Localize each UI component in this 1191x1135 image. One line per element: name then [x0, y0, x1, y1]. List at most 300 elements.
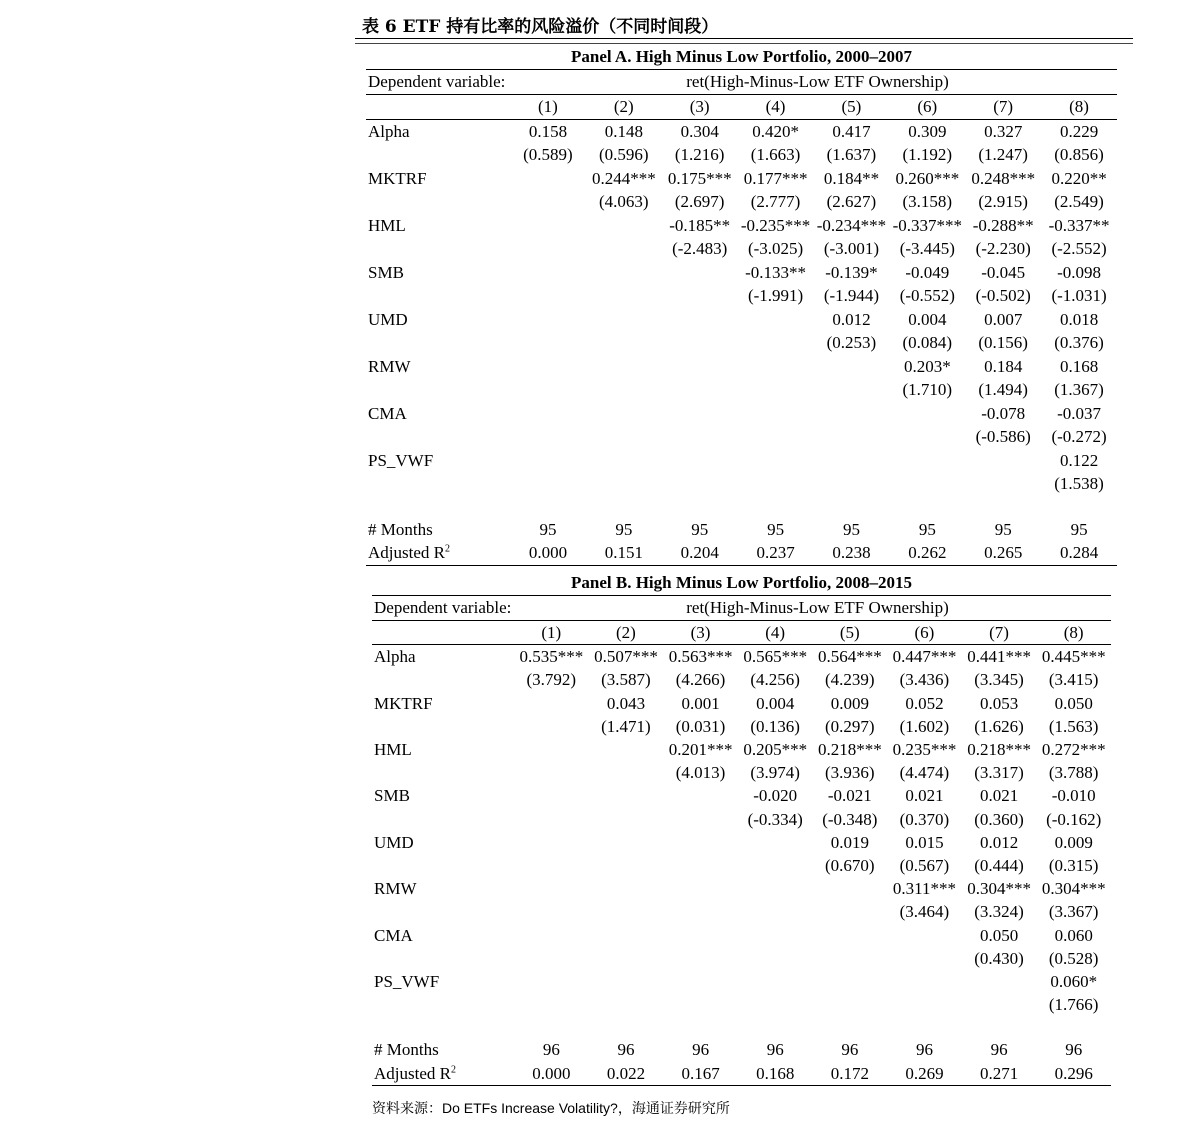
coefficient-cell: -0.078: [981, 403, 1026, 423]
regression-table: [372, 621, 1111, 1086]
coefficient-cell: [514, 877, 589, 900]
coefficient-cell: 0.060*: [1050, 972, 1098, 992]
coefficient-cell: 0.158: [528, 121, 568, 141]
dependent-variable-row: [372, 596, 1111, 621]
coefficient-row: [372, 831, 1111, 854]
coefficient-cell: [514, 738, 589, 761]
coefficient-cell: [887, 924, 962, 947]
months-cell: 96: [1065, 1040, 1083, 1060]
t-stat-cell: (1.494): [978, 380, 1028, 399]
adjusted-r2-label: [372, 1062, 514, 1086]
t-stat-cell: (-2.230): [975, 239, 1031, 258]
t-stat-cell: (1.766): [1048, 995, 1099, 1015]
t-stat-cell: [738, 993, 813, 1016]
months-cell: 96: [617, 1040, 635, 1060]
t-stat-cell: [814, 378, 890, 402]
t-stat-cell: [510, 425, 586, 449]
variable-label: PS_VWF: [374, 972, 440, 992]
coefficient-cell: -0.185**: [669, 215, 731, 235]
blank-cell: [366, 284, 510, 308]
t-stat-cell: [514, 761, 589, 784]
t-stat-cell: [663, 854, 738, 877]
t-stat-row: [372, 715, 1111, 738]
source-org: 海通证券研究所: [631, 1101, 730, 1117]
coefficient-row: [366, 119, 1117, 143]
t-stat-cell: (-0.334): [747, 809, 803, 829]
coefficient-cell: [514, 924, 589, 947]
months-label: # Months: [374, 1040, 439, 1060]
t-stat-cell: [514, 947, 589, 970]
coefficient-cell: [813, 924, 888, 947]
variable-label: RMW: [368, 356, 411, 376]
coefficient-cell: 0.021: [979, 786, 1019, 806]
coefficient-cell: 0.535***: [519, 647, 584, 667]
adjusted-r2-cell: 0.167: [663, 1062, 738, 1086]
coefficient-cell: 0.004: [756, 693, 795, 713]
adjusted-r2-row: [366, 541, 1117, 565]
months-cell: 95: [994, 519, 1012, 539]
t-stat-cell: [738, 331, 814, 355]
coefficient-cell: 0.309: [908, 121, 947, 141]
t-stat-row: [372, 668, 1111, 691]
t-stat-cell: (-3.445): [899, 239, 955, 258]
dependent-variable-value: ret(High-Minus-Low ETF Ownership): [686, 598, 949, 617]
coefficient-cell: [738, 970, 813, 993]
coefficient-cell: 0.563***: [668, 647, 733, 667]
t-stat-cell: [510, 190, 586, 214]
t-stat-cell: (3.345): [974, 670, 1024, 690]
column-header: (3): [663, 621, 738, 645]
adjusted-r2-cell: 0.265: [965, 541, 1041, 565]
coefficient-row: [366, 355, 1117, 379]
coefficient-cell: 0.007: [984, 309, 1023, 329]
coefficient-cell: [586, 308, 662, 332]
coefficient-cell: 0.060: [1054, 925, 1093, 945]
coefficient-cell: 0.218***: [817, 740, 882, 760]
t-stat-cell: [589, 900, 664, 923]
coefficient-cell: [589, 970, 664, 993]
coefficient-cell: -0.049: [905, 262, 950, 282]
t-stat-row: [372, 900, 1111, 923]
t-stat-cell: (1.563): [1048, 716, 1099, 736]
adjusted-r2-cell: 0.151: [586, 541, 662, 565]
t-stat-cell: [738, 472, 814, 496]
variable-label: CMA: [374, 925, 413, 945]
coefficient-cell: [814, 402, 890, 426]
t-stat-cell: [662, 284, 738, 308]
t-stat-cell: [965, 472, 1041, 496]
t-stat-cell: (0.360): [974, 809, 1024, 829]
variable-label: PS_VWF: [368, 450, 434, 470]
t-stat-cell: (1.710): [902, 380, 953, 399]
t-stat-cell: [738, 425, 814, 449]
coefficient-cell: 0.235***: [892, 740, 957, 760]
coefficient-cell: -0.037: [1057, 403, 1102, 423]
coefficient-cell: 0.248***: [971, 168, 1036, 188]
months-cell: 95: [767, 519, 785, 539]
blank-cell: [366, 237, 510, 261]
t-stat-cell: (-2.483): [672, 239, 728, 258]
coefficient-cell: 0.304***: [967, 879, 1031, 899]
t-stat-cell: (3.587): [601, 670, 651, 690]
t-stat-cell: (0.156): [978, 333, 1028, 352]
t-stat-cell: [514, 854, 589, 877]
blank-cell: [366, 95, 510, 119]
months-cell: 96: [915, 1040, 933, 1060]
coefficient-cell: 0.507***: [594, 647, 658, 667]
t-stat-cell: [662, 378, 738, 402]
t-stat-cell: [589, 993, 664, 1016]
coefficient-cell: 0.122: [1059, 450, 1099, 470]
variable-label: SMB: [368, 262, 404, 282]
t-stat-cell: [962, 993, 1037, 1016]
coefficient-cell: [814, 355, 890, 379]
coefficient-cell: [813, 877, 888, 900]
coefficient-cell: [889, 449, 965, 473]
coefficient-cell: 0.441***: [967, 647, 1031, 667]
t-stat-cell: (1.367): [1054, 380, 1104, 399]
coefficient-cell: 0.311***: [892, 879, 956, 899]
coefficient-cell: [589, 924, 664, 947]
t-stat-cell: (3.415): [1048, 670, 1099, 690]
coefficient-cell: 0.565***: [743, 647, 808, 667]
t-stat-cell: (3.936): [825, 763, 875, 783]
t-stat-cell: [586, 472, 662, 496]
t-stat-cell: (-3.025): [747, 239, 804, 258]
coefficient-cell: [589, 784, 664, 807]
t-stat-cell: (3.158): [902, 192, 953, 211]
t-stat-cell: [663, 900, 738, 923]
adjusted-r2-cell: 0.237: [738, 541, 814, 565]
coefficient-cell: [510, 167, 586, 191]
t-stat-cell: [663, 947, 738, 970]
coefficient-cell: 0.043: [606, 693, 646, 713]
coefficient-cell: [662, 308, 738, 332]
coefficient-cell: -0.337***: [892, 215, 963, 235]
column-header: (7): [965, 95, 1041, 119]
t-stat-cell: (0.589): [523, 145, 573, 164]
t-stat-cell: [586, 237, 662, 261]
column-header: (1): [514, 621, 589, 645]
source-text: Do ETFs Increase Volatility?，: [442, 1100, 632, 1116]
t-stat-cell: (-0.552): [899, 286, 955, 305]
title-rule: [355, 38, 1133, 39]
t-stat-cell: (1.663): [750, 145, 801, 164]
coefficient-cell: [662, 402, 738, 426]
t-stat-cell: [510, 378, 586, 402]
variable-label: UMD: [368, 309, 408, 329]
spacer-row: [366, 496, 1117, 518]
t-stat-cell: [514, 808, 589, 831]
t-stat-cell: (1.538): [1054, 474, 1104, 493]
coefficient-cell: 0.053: [979, 693, 1019, 713]
coefficient-row: [372, 692, 1111, 715]
t-stat-cell: (0.430): [974, 948, 1024, 968]
blank-cell: [372, 993, 514, 1016]
adjusted-r2-row: [372, 1062, 1111, 1086]
t-stat-cell: (2.915): [978, 192, 1028, 211]
t-stat-cell: (0.376): [1054, 333, 1104, 352]
coefficient-cell: 0.203*: [903, 356, 951, 376]
adjusted-r2-cell: 0.269: [887, 1062, 962, 1086]
t-stat-cell: (1.247): [978, 145, 1028, 164]
months-cell: 95: [615, 519, 633, 539]
variable-label: HML: [368, 215, 406, 235]
coefficient-cell: 0.004: [908, 309, 947, 329]
coefficient-cell: 0.050: [979, 925, 1019, 945]
t-stat-cell: (-0.348): [822, 809, 878, 829]
blank-cell: [372, 761, 514, 784]
t-stat-row: [366, 331, 1117, 355]
variable-label: UMD: [374, 832, 414, 852]
t-stat-cell: [514, 900, 589, 923]
t-stat-cell: (0.567): [899, 856, 950, 876]
t-stat-cell: [813, 993, 888, 1016]
adjusted-r2-cell: 0.172: [813, 1062, 888, 1086]
coefficient-cell: [663, 877, 738, 900]
coefficient-cell: [965, 449, 1041, 473]
t-stat-cell: [589, 761, 664, 784]
spacer-cell: [372, 1016, 1111, 1038]
coefficient-cell: 0.184**: [823, 168, 880, 188]
t-stat-cell: (-2.552): [1051, 239, 1107, 258]
t-stat-cell: (0.084): [902, 333, 953, 352]
t-stat-cell: (-0.586): [975, 427, 1031, 446]
coefficient-cell: 0.148: [604, 121, 643, 141]
t-stat-cell: (0.856): [1054, 145, 1104, 164]
coefficient-cell: -0.234***: [816, 215, 887, 235]
coefficient-cell: -0.337**: [1048, 215, 1110, 235]
column-header: (2): [589, 621, 664, 645]
panel-title: Panel B. High Minus Low Portfolio, 2008–2015: [372, 571, 1111, 596]
t-stat-cell: [738, 947, 813, 970]
source-label: 资料来源：: [372, 1101, 442, 1117]
coefficient-cell: 0.201***: [668, 740, 733, 760]
t-stat-cell: [589, 854, 664, 877]
months-cell: 95: [842, 519, 860, 539]
t-stat-cell: (4.063): [599, 192, 649, 211]
coefficient-cell: 0.304: [680, 121, 719, 141]
variable-label: MKTRF: [368, 168, 427, 188]
t-stat-row: [366, 190, 1117, 214]
coefficient-cell: [738, 402, 814, 426]
column-header: (3): [662, 95, 738, 119]
coefficient-cell: 0.417: [832, 121, 871, 141]
panel-title: Panel A. High Minus Low Portfolio, 2000–2007: [366, 45, 1117, 70]
coefficient-cell: 0.184: [984, 356, 1023, 376]
adjusted-r2-cell: 0.168: [738, 1062, 813, 1086]
coefficient-row: [372, 645, 1111, 669]
t-stat-cell: (1.216): [674, 145, 725, 164]
t-stat-cell: (4.474): [899, 763, 950, 783]
adjusted-r2-label: [366, 541, 510, 565]
coefficient-cell: [738, 449, 814, 473]
coefficient-cell: 0.304***: [1041, 879, 1106, 899]
t-stat-row: [366, 284, 1117, 308]
t-stat-cell: [514, 715, 589, 738]
blank-cell: [366, 378, 510, 402]
months-label: # Months: [368, 519, 433, 539]
coefficient-cell: 0.244***: [591, 168, 656, 188]
coefficient-cell: [510, 355, 586, 379]
coefficient-row: [372, 924, 1111, 947]
t-stat-cell: [813, 947, 888, 970]
blank-cell: [372, 668, 514, 691]
coefficient-cell: [662, 355, 738, 379]
months-cell: 96: [766, 1040, 784, 1060]
t-stat-cell: (-0.502): [975, 286, 1031, 305]
coefficient-cell: 0.260***: [895, 168, 960, 188]
t-stat-cell: [510, 284, 586, 308]
coefficient-row: [366, 449, 1117, 473]
months-row: [366, 518, 1117, 542]
variable-label: CMA: [368, 403, 407, 423]
table-title: 表 6 ETF 持有比率的风险溢价（不同时间段）: [362, 17, 719, 37]
adjusted-r2-cell: 0.000: [510, 541, 586, 565]
t-stat-cell: (1.471): [601, 716, 651, 736]
coefficient-cell: 0.175***: [667, 168, 732, 188]
column-header: (6): [889, 95, 965, 119]
adjusted-r2-cell: 0.262: [889, 541, 965, 565]
t-stat-cell: [510, 472, 586, 496]
months-cell: 96: [542, 1040, 560, 1060]
t-stat-cell: (0.444): [974, 856, 1024, 876]
t-stat-cell: [814, 472, 890, 496]
t-stat-cell: [887, 993, 962, 1016]
t-stat-cell: (3.317): [974, 763, 1024, 783]
source-note: [372, 1098, 730, 1118]
blank-cell: [366, 472, 510, 496]
adjusted-r2-cell: 0.296: [1036, 1062, 1111, 1086]
coefficient-cell: [589, 877, 664, 900]
column-header-row: [366, 95, 1117, 119]
blank-cell: [372, 947, 514, 970]
t-stat-cell: (1.192): [902, 145, 953, 164]
t-stat-cell: (3.436): [899, 670, 950, 690]
spacer-row: [372, 1016, 1111, 1038]
coefficient-row: [366, 167, 1117, 191]
t-stat-cell: [663, 808, 738, 831]
column-header: (4): [738, 621, 813, 645]
t-stat-cell: [738, 378, 814, 402]
r2-superscript: 2: [444, 543, 450, 555]
coefficient-cell: 0.447***: [892, 647, 957, 667]
coefficient-row: [372, 970, 1111, 993]
coefficient-cell: 0.272***: [1041, 740, 1106, 760]
t-stat-cell: (0.596): [599, 145, 649, 164]
t-stat-cell: (1.626): [974, 716, 1024, 736]
t-stat-cell: (2.627): [826, 192, 877, 211]
adjusted-r2-cell: 0.022: [589, 1062, 664, 1086]
t-stat-row: [372, 761, 1111, 784]
months-cell: 96: [990, 1040, 1008, 1060]
coefficient-cell: -0.021: [827, 786, 872, 806]
coefficient-cell: 0.019: [830, 832, 869, 852]
coefficient-cell: -0.020: [753, 786, 798, 806]
coefficient-cell: 0.050: [1054, 693, 1093, 713]
spacer-cell: [366, 496, 1117, 518]
coefficient-cell: 0.327: [984, 121, 1023, 141]
coefficient-cell: 0.012: [979, 832, 1019, 852]
t-stat-cell: (-0.272): [1051, 427, 1107, 446]
column-header: (5): [813, 621, 888, 645]
r2-superscript: 2: [450, 1064, 456, 1075]
t-stat-cell: [813, 900, 888, 923]
variable-label: Alpha: [374, 647, 416, 667]
adjusted-r2-cell: 0.000: [514, 1062, 589, 1086]
coefficient-cell: 0.445***: [1041, 647, 1106, 667]
t-stat-cell: [510, 237, 586, 261]
coefficient-row: [366, 261, 1117, 285]
t-stat-cell: (4.239): [825, 670, 875, 690]
column-header: (5): [814, 95, 890, 119]
panel-b: [372, 571, 1111, 1086]
coefficient-cell: [514, 692, 589, 715]
t-stat-cell: (-1.991): [747, 286, 804, 305]
t-stat-cell: [514, 993, 589, 1016]
months-cell: 96: [841, 1040, 859, 1060]
dependent-variable-label: Dependent variable:: [374, 598, 512, 617]
coefficient-cell: [662, 261, 738, 285]
t-stat-cell: [662, 472, 738, 496]
coefficient-row: [372, 877, 1111, 900]
t-stat-row: [366, 378, 1117, 402]
t-stat-cell: (0.315): [1048, 856, 1099, 876]
coefficient-cell: 0.018: [1059, 309, 1099, 329]
column-header: (4): [738, 95, 814, 119]
coefficient-cell: [663, 784, 738, 807]
t-stat-cell: (4.256): [750, 670, 800, 690]
coefficient-cell: [514, 831, 589, 854]
coefficient-cell: 0.021: [905, 786, 944, 806]
blank-cell: [366, 143, 510, 167]
blank-cell: [372, 715, 514, 738]
blank-cell: [372, 854, 514, 877]
t-stat-cell: [586, 284, 662, 308]
t-stat-row: [372, 947, 1111, 970]
t-stat-row: [372, 993, 1111, 1016]
t-stat-cell: [589, 947, 664, 970]
column-header: (7): [962, 621, 1037, 645]
coefficient-row: [366, 308, 1117, 332]
coefficient-cell: 0.009: [1054, 832, 1093, 852]
coefficient-cell: [738, 831, 813, 854]
coefficient-cell: 0.205***: [743, 740, 808, 760]
t-stat-cell: (2.697): [674, 192, 725, 211]
coefficient-cell: 0.220**: [1051, 168, 1107, 188]
t-stat-cell: (0.528): [1048, 948, 1099, 968]
variable-label: SMB: [374, 786, 410, 806]
coefficient-cell: [510, 214, 586, 238]
t-stat-cell: [510, 331, 586, 355]
months-cell: 95: [691, 519, 709, 539]
t-stat-cell: (4.013): [675, 763, 726, 783]
t-stat-cell: (0.253): [826, 333, 877, 352]
adjusted-r2-text: Adjusted R: [368, 543, 445, 562]
t-stat-cell: [586, 378, 662, 402]
coefficient-cell: [813, 970, 888, 993]
coefficient-cell: 0.218***: [967, 740, 1031, 760]
t-stat-cell: (0.670): [825, 856, 875, 876]
t-stat-cell: (-1.031): [1051, 286, 1107, 305]
t-stat-row: [366, 425, 1117, 449]
coefficient-cell: [738, 355, 814, 379]
title-thin-rule: [355, 43, 1133, 44]
coefficient-cell: [663, 970, 738, 993]
coefficient-cell: [663, 924, 738, 947]
t-stat-cell: (-3.001): [823, 239, 880, 258]
dependent-variable-value: ret(High-Minus-Low ETF Ownership): [686, 72, 949, 91]
